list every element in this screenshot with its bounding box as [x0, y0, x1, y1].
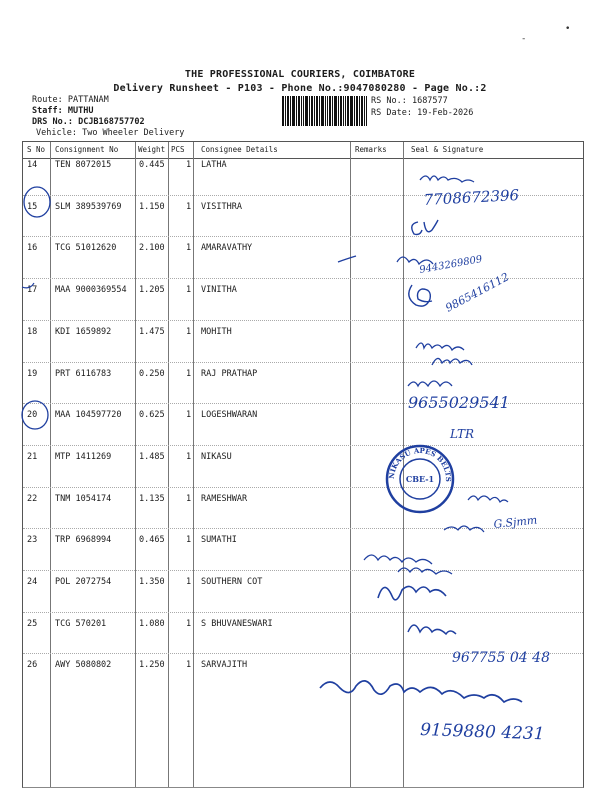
staff-line: [32, 106, 93, 116]
cell-pcs: 1: [186, 285, 192, 296]
cell-consignee: NIKASU: [201, 451, 232, 462]
cell-sno: 23: [27, 535, 38, 546]
cell-sno: 25: [27, 618, 38, 629]
cell-consignee: VINITHA: [201, 285, 237, 296]
header-consignment: Consignment No: [55, 145, 119, 154]
cell-weight: 1.250: [139, 660, 165, 671]
cell-consignment: SLM 389539769: [55, 201, 122, 212]
vehicle-line: [36, 128, 184, 138]
cell-consignee: S BHUVANESWARI: [201, 618, 273, 629]
handwritten-phone-1: 7708672396: [423, 186, 520, 209]
row-divider: [23, 195, 583, 197]
header-pcs: PCS: [171, 145, 185, 154]
cell-consignee: AMARAVATHY: [201, 243, 253, 254]
drs-line: [32, 117, 145, 127]
drs-value: DCJB168757702: [78, 117, 145, 127]
barcode: [282, 96, 367, 126]
stamp-ring-text: NIKASU APES BELTS: [386, 445, 454, 482]
cell-consignment: MAA 9000369554: [55, 285, 127, 296]
cell-pcs: 1: [186, 493, 192, 504]
row-divider: [23, 445, 583, 447]
staff-label: Staff:: [32, 106, 63, 116]
cell-consignment: MAA 104597720: [55, 410, 122, 421]
header-consignee: Consignee Details: [201, 145, 278, 154]
cell-pcs: 1: [186, 577, 192, 587]
cell-consignee: LOGESHWARAN: [201, 410, 258, 421]
cell-sno: 20: [27, 410, 38, 421]
vehicle-value: Two Wheeler Delivery: [82, 128, 185, 138]
handwritten-phone-4: 9655029541: [408, 393, 510, 412]
route-value: PATTANAM: [67, 95, 109, 105]
cell-sno: 16: [27, 243, 38, 254]
row-divider: [23, 612, 583, 614]
cell-weight: 1.150: [139, 201, 165, 212]
table-row: [23, 659, 583, 701]
header-sno: S No: [27, 145, 46, 154]
header-remarks: Remarks: [355, 145, 387, 154]
cell-pcs: 1: [186, 535, 192, 546]
rs-no-line: [371, 96, 448, 106]
cell-sno: 14: [27, 160, 38, 170]
rs-date-line: [371, 108, 473, 118]
cell-weight: 1.205: [139, 285, 165, 296]
drs-label: DRS No.:: [32, 117, 73, 127]
cell-sno: 22: [27, 493, 38, 504]
cell-consignment: TEN 8072015: [55, 160, 112, 170]
company-title: THE PROFESSIONAL COURIERS, COIMBATORE: [184, 69, 416, 80]
cell-pcs: 1: [186, 410, 192, 421]
cell-sno: 17: [27, 285, 38, 296]
header-weight: Weight: [138, 145, 166, 154]
cell-consignee: RAJ PRATHAP: [201, 368, 258, 379]
rs-date-label: RS Date:: [371, 108, 412, 118]
handwritten-phone-5: 967755 04 48: [452, 650, 550, 666]
row-divider: [23, 278, 583, 280]
route-line: [32, 95, 109, 105]
handwritten-phone-6: 9159880 4231: [419, 720, 545, 745]
cell-pcs: 1: [186, 618, 192, 629]
handwritten-sign-23: G.Sjmm: [492, 513, 538, 531]
handwritten-phone-3: 9865416112: [443, 270, 512, 315]
cell-consignment: TNM 1054174: [55, 493, 112, 504]
cell-consignment: TCG 570201: [55, 618, 107, 629]
cell-consignee: SOUTHERN COT: [201, 577, 263, 587]
cell-pcs: 1: [186, 368, 192, 379]
row-divider: [23, 320, 583, 322]
cell-weight: 0.625: [139, 410, 165, 421]
cell-sno: 26: [27, 660, 38, 671]
cell-consignee: MOHITH: [201, 326, 232, 337]
handwritten-phone-2: 9443269809: [418, 254, 484, 276]
cell-pcs: 1: [186, 660, 192, 671]
cell-weight: 0.465: [139, 535, 165, 546]
cell-weight: 0.250: [139, 368, 165, 379]
cell-pcs: 1: [186, 160, 192, 170]
route-label: Route:: [32, 95, 63, 105]
rs-no-value: 1687577: [411, 96, 448, 106]
runsheet-table: [22, 141, 584, 788]
row-divider: [23, 236, 583, 238]
cell-consignment: PRT 6116783: [55, 368, 112, 379]
cell-pcs: 1: [186, 243, 192, 254]
stamp-center-text: CBE-1: [405, 474, 435, 484]
staff-value: MUTHU: [67, 106, 94, 116]
cell-consignment: TRP 6968994: [55, 535, 112, 546]
cell-sno: 15: [27, 201, 38, 212]
cell-consignee: RAMESHWAR: [201, 493, 248, 504]
scan-dash-mark: -: [521, 34, 527, 44]
scan-dot-mark: •: [565, 24, 571, 34]
row-divider: [23, 653, 583, 655]
cell-consignment: TCG 51012620: [55, 243, 117, 254]
rs-no-label: RS No.:: [371, 96, 407, 106]
cell-weight: 0.445: [139, 160, 165, 170]
row-divider: [23, 570, 583, 572]
cell-consignee: SUMATHI: [201, 535, 237, 546]
cell-consignee: LATHA: [201, 160, 227, 170]
cell-consignment: MTP 1411269: [55, 451, 112, 462]
cell-consignee: SARVAJITH: [201, 660, 248, 671]
cell-consignee: VISITHRA: [201, 201, 242, 212]
cell-consignment: POL 2072754: [55, 577, 112, 587]
cell-sno: 19: [27, 368, 38, 379]
row-divider: [23, 487, 583, 489]
vehicle-label: Vehicle:: [36, 128, 77, 138]
cell-weight: 1.485: [139, 451, 165, 462]
runsheet-title: Delivery Runsheet - P103 - Phone No.:9047080280 - Page No.:2: [113, 83, 487, 94]
cell-pcs: 1: [186, 326, 192, 337]
cell-weight: 1.475: [139, 326, 165, 337]
cell-weight: 1.080: [139, 618, 165, 629]
row-divider: [23, 403, 583, 405]
cell-consignment: AWY 5080802: [55, 660, 112, 671]
cell-weight: 1.135: [139, 493, 165, 504]
rs-date-value: 19-Feb-2026: [417, 108, 474, 118]
cell-pcs: 1: [186, 451, 192, 462]
cell-sno: 24: [27, 577, 38, 587]
header-seal-signature: Seal & Signature: [411, 145, 484, 154]
cell-pcs: 1: [186, 201, 192, 212]
row-divider: [23, 528, 583, 530]
cell-sno: 18: [27, 326, 38, 337]
handwritten-note-20: LTR: [450, 427, 475, 441]
cell-weight: 1.350: [139, 577, 165, 587]
row-divider: [23, 362, 583, 364]
cell-consignment: KDI 1659892: [55, 326, 112, 337]
cell-weight: 2.100: [139, 243, 165, 254]
cell-sno: 21: [27, 451, 38, 462]
